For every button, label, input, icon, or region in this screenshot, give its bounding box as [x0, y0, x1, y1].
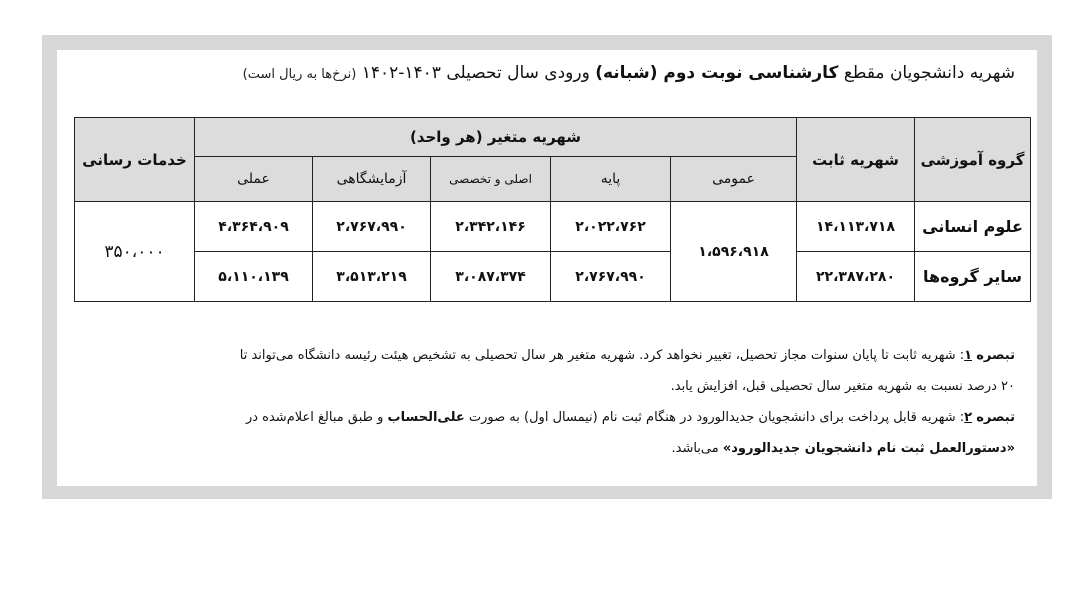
row-fixed: ۱۴،۱۱۳،۷۱۸: [797, 202, 915, 252]
note2-line1: [95, 402, 1015, 433]
note1-number: ۱: [964, 348, 973, 363]
header-basic: پایه: [551, 157, 671, 202]
header-general: عمومی: [671, 157, 797, 202]
note2-text1b: و طبق مبالغ اعلام‌شده در: [245, 410, 384, 425]
row-lab: ۳،۵۱۳،۲۱۹: [313, 252, 431, 302]
row-group: علوم انسانی: [915, 202, 1031, 252]
note2-line2: [95, 433, 1015, 464]
note2-text2: می‌باشد.: [671, 441, 719, 456]
row-fixed: ۲۲،۳۸۷،۲۸۰: [797, 252, 915, 302]
general-value: ۱،۵۹۶،۹۱۸: [671, 202, 797, 302]
row-basic: ۲،۷۶۷،۹۹۰: [551, 252, 671, 302]
row-lab: ۲،۷۶۷،۹۹۰: [313, 202, 431, 252]
title-part1: شهریه دانشجویان مقطع: [843, 63, 1015, 83]
header-variable: شهریه متغیر (هر واحد): [195, 118, 797, 157]
header-fixed: شهریه ثابت: [797, 118, 915, 202]
note1-line1: [95, 340, 1015, 371]
note2-label: تبصره: [976, 410, 1015, 425]
note2-bold1: علی‌الحساب: [387, 410, 465, 425]
notes-section: [95, 340, 1015, 464]
header-group: گروه آموزشی: [915, 118, 1031, 202]
header-core: اصلی و تخصصی: [431, 157, 551, 202]
note2-text1a: : شهریه قابل پرداخت برای دانشجویان جدیدالورود در هنگام ثبت نام (نیمسال اول) به صورت: [468, 410, 965, 425]
note2-number: ۲: [964, 410, 973, 425]
note1-label: تبصره: [976, 348, 1015, 363]
note1-text2: ۲۰ درصد نسبت به شهریه متغیر سال تحصیلی قبل، افزایش یابد.: [670, 379, 1015, 394]
header-services: خدمات رسانی: [75, 118, 195, 202]
table-row: [75, 252, 1031, 302]
title-bold: کارشناسی نوبت دوم (شبانه): [595, 63, 839, 83]
table-row: [75, 202, 1031, 252]
row-basic: ۲،۰۲۲،۷۶۲: [551, 202, 671, 252]
row-core: ۳،۰۸۷،۳۷۴: [431, 252, 551, 302]
tuition-table: [74, 117, 1031, 302]
table-header-row: [75, 118, 1031, 157]
header-practical: عملی: [195, 157, 313, 202]
row-practical: ۴،۳۶۴،۹۰۹: [195, 202, 313, 252]
document-page: [57, 50, 1037, 486]
page-title: [75, 58, 1015, 90]
row-core: ۲،۳۴۲،۱۴۶: [431, 202, 551, 252]
note1-text1: : شهریه ثابت تا پایان سنوات مجاز تحصیل، تغییر نخواهد کرد. شهریه متغیر هر سال تحصیلی به تشخیص هیئت رئیسه دانشگاه می‌تواند تا: [239, 348, 965, 363]
row-group: سایر گروه‌ها: [915, 252, 1031, 302]
services-value: ۳۵۰،۰۰۰: [75, 202, 195, 302]
header-lab: آزمایشگاهی: [313, 157, 431, 202]
title-part2: ورودی سال تحصیلی ۱۴۰۳-۱۴۰۲: [361, 63, 590, 83]
row-practical: ۵،۱۱۰،۱۳۹: [195, 252, 313, 302]
title-note: (نرخ‌ها به ریال است): [242, 67, 357, 82]
note2-bold2: «دستورالعمل ثبت نام دانشجویان جدیدالورود»: [722, 441, 1015, 456]
note1-line2: [95, 371, 1015, 402]
